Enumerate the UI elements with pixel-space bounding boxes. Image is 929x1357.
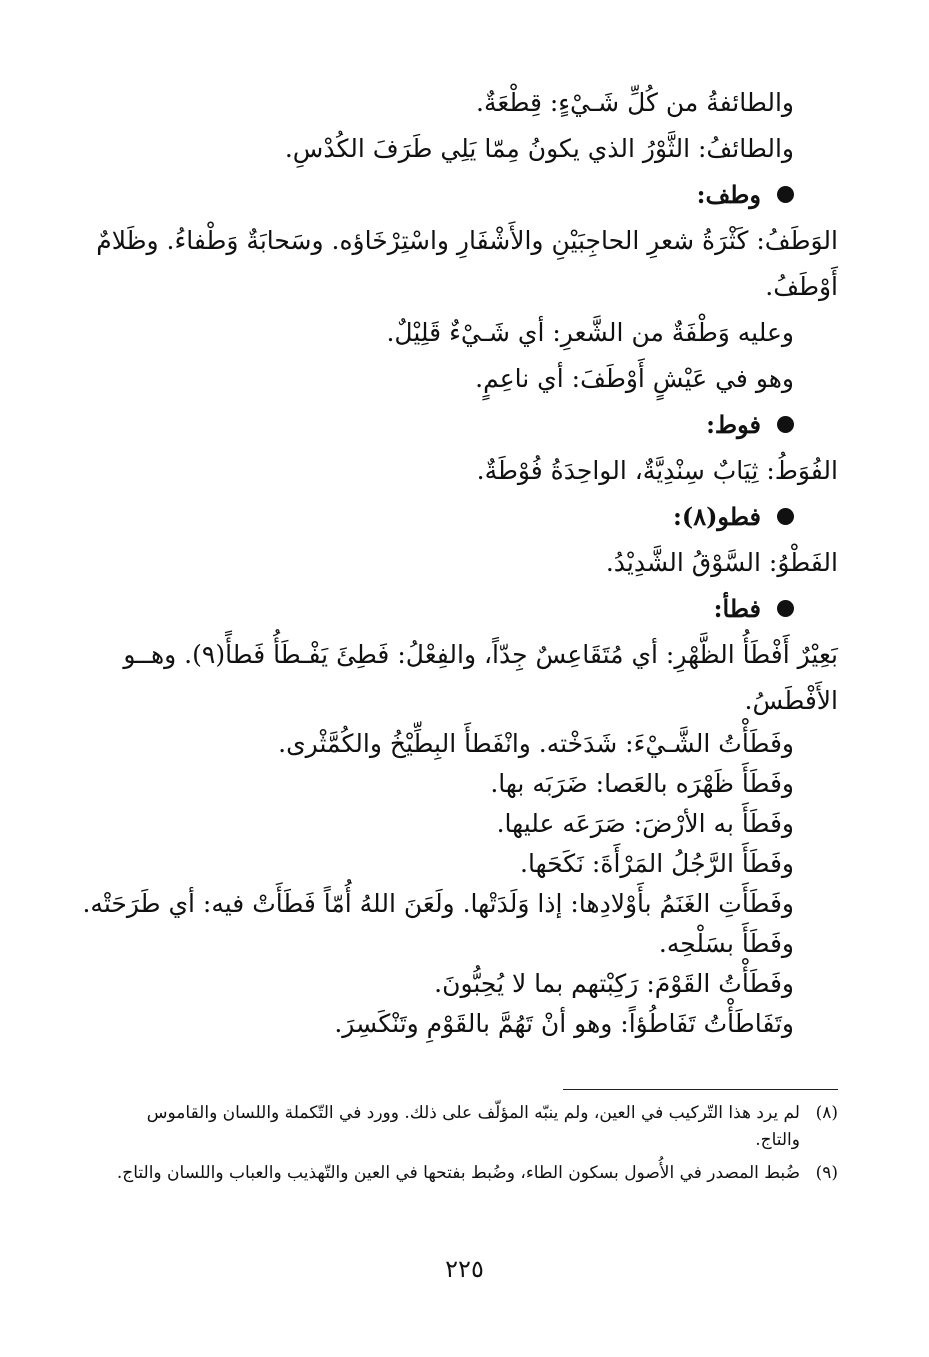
page-body (82, 80, 838, 1044)
text-line: وفَطَأَ ظَهْرَه بالعَصا: ضَرَبَه بها. (490, 769, 794, 798)
footnote (110, 1100, 838, 1154)
text-line: بَعِيْرٌ أَفْطَأُ الظَّهْرِ: أي مُتَقَاعِسٌ جِدّاً، والفِعْلُ: فَطِئَ يَفْـطَأُ فَطأً(٩). وهــو (123, 640, 838, 669)
footnotes (110, 1089, 838, 1193)
entry-heading-label: فوط: (706, 410, 761, 439)
footnote (110, 1160, 838, 1187)
text-line: والطائفُ: الثَّوْرُ الذي يكونُ مِمّا يَلِي طَرَفَ الكُدْسِ. (284, 134, 794, 163)
footnote-text: لم يرد هذا التّركيب في العين، ولم ينبّه المؤلّف على ذلك. وورد في التّكملة واللسان والقاموس والتاج. (146, 1103, 800, 1150)
entry-heading (110, 586, 838, 632)
text-line: وفَطَأَ به الأرْضَ: صَرَعَه عليها. (496, 809, 794, 838)
text-line: وفَطَأَ بسَلْحِه. (658, 929, 794, 958)
entry-heading-label: فطو(٨): (672, 502, 761, 531)
entry-heading (110, 172, 838, 218)
bullet-icon (777, 416, 794, 433)
text-line: والطائفةُ من كُلِّ شَـيْءٍ: قِطْعَةٌ. (476, 88, 794, 117)
page-number: ٢٢٥ (445, 1255, 484, 1283)
entry-heading-label: فطأ: (713, 594, 761, 623)
bullet-icon (777, 186, 794, 203)
text-line: الفَطْوُ: السَّوْقُ الشَّدِيْدُ. (605, 548, 838, 577)
bullet-icon (777, 508, 794, 525)
text-line: الوَطَفُ: كَثْرَةُ شعرِ الحاجِبَيْنِ والأَشْفَارِ واسْتِرْخَاؤه. وسَحابَةٌ وَطْفاءُ. وظَلامٌ (96, 226, 838, 255)
text-line: وفَطَأْتُ القَوْمَ: رَكِبْتهم بما لا يُحِبُّونَ. (434, 969, 794, 998)
bullet-icon (777, 600, 794, 617)
footnote-text: ضُبط المصدر في الأُصول بسكون الطاء، وضُبط بفتحها في العين والتّهذيب والعباب واللسان والتاج. (116, 1163, 800, 1183)
text-line: وفَطَأْتُ الشَّـيْءَ: شَدَخْته. وانْفَطأَ البِطِّيْخُ والكُمَّثْرى. (278, 729, 794, 758)
text-line: وعليه وَطْفَةٌ من الشَّعرِ: أي شَـيْءٌ قَلِيْلٌ. (386, 318, 794, 347)
entry-heading-label: وطف: (696, 180, 761, 209)
footnote-number: (٨) (815, 1103, 838, 1123)
text-line: وفَطَأَتِ الغَنَمُ بأَوْلادِها: إذا وَلَدَتْها. ولَعَنَ اللهُ أُمّاً فَطَأَتْ فيه: أي طَرَحَتْه. (82, 889, 794, 918)
text-line: الأَفْطَسُ. (744, 686, 838, 715)
text-line: الفُوَطُ: ثِيَابٌ سِنْدِيَّةٌ، الواحِدَةُ فُوْطَةٌ. (476, 456, 838, 485)
text-line: أَوْطَفُ. (765, 272, 838, 301)
entry-heading (110, 402, 838, 448)
text-line: وتَفَاطَأْتُ تَفَاطُؤاً: وهو أنْ تَهُمَّ بالقَوْمِ وتَنْكَسِرَ. (334, 1009, 794, 1038)
entry-heading (110, 494, 838, 540)
footnote-divider (563, 1089, 838, 1090)
footnote-number: (٩) (815, 1163, 838, 1183)
text-line: وهو في عَيْشٍ أَوْطَفَ: أي ناعِمٍ. (475, 364, 794, 393)
text-line: وفَطَأَ الرَّجُلُ المَرْأَةَ: نَكَحَها. (520, 849, 794, 878)
